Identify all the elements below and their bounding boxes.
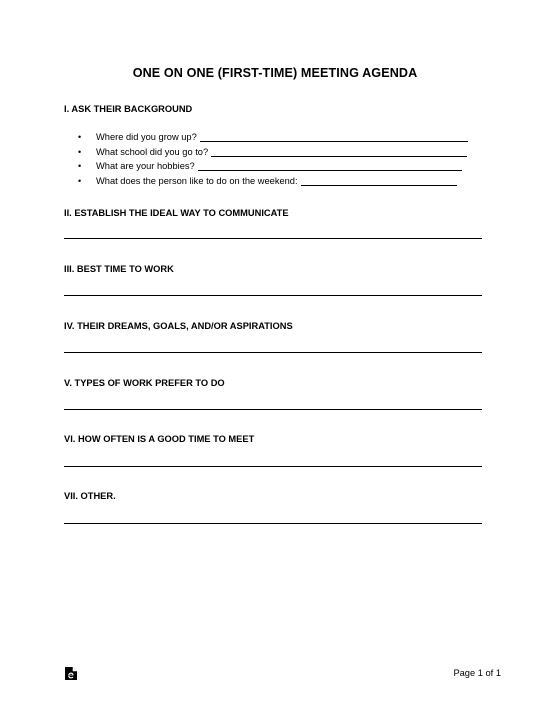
- question-text: What does the person like to do on the weekend:: [96, 175, 298, 186]
- answer-line[interactable]: [64, 466, 482, 467]
- question-text: Where did you grow up?: [96, 132, 197, 143]
- answer-line[interactable]: [211, 156, 467, 157]
- document-title: ONE ON ONE (FIRST-TIME) MEETING AGENDA: [132, 66, 418, 80]
- list-item: [78, 172, 498, 186]
- bullet-icon: •: [78, 132, 82, 143]
- section-heading-meet-frequency: VI. HOW OFTEN IS A GOOD TIME TO MEET: [64, 434, 255, 444]
- bullet-icon: •: [78, 175, 82, 186]
- answer-line[interactable]: [64, 352, 482, 353]
- answer-line[interactable]: [64, 409, 482, 410]
- answer-line[interactable]: [301, 185, 457, 186]
- eforms-logo-icon: [65, 667, 77, 680]
- question-text: What are your hobbies?: [96, 161, 195, 172]
- section-heading-communicate: II. ESTABLISH THE IDEAL WAY TO COMMUNICATE: [64, 208, 289, 218]
- bullet-icon: •: [78, 161, 82, 172]
- background-question-list: [78, 129, 498, 187]
- list-item: [78, 129, 498, 143]
- section-heading-best-time: III. BEST TIME TO WORK: [64, 264, 174, 274]
- bullet-icon: •: [78, 146, 82, 157]
- section-heading-background: I. ASK THEIR BACKGROUND: [64, 104, 193, 114]
- answer-line[interactable]: [198, 170, 462, 171]
- question-text: What school did you go to?: [96, 146, 209, 157]
- list-item: [78, 158, 498, 172]
- list-item: [78, 143, 498, 157]
- page-number: Page 1 of 1: [453, 668, 501, 678]
- answer-line[interactable]: [64, 523, 482, 524]
- section-heading-other: VII. OTHER.: [64, 491, 116, 501]
- section-heading-dreams: IV. THEIR DREAMS, GOALS, AND/OR ASPIRATIONS: [64, 321, 293, 331]
- section-heading-work-types: V. TYPES OF WORK PREFER TO DO: [64, 378, 225, 388]
- answer-line[interactable]: [64, 295, 482, 296]
- answer-line[interactable]: [64, 238, 482, 239]
- answer-line[interactable]: [200, 141, 468, 142]
